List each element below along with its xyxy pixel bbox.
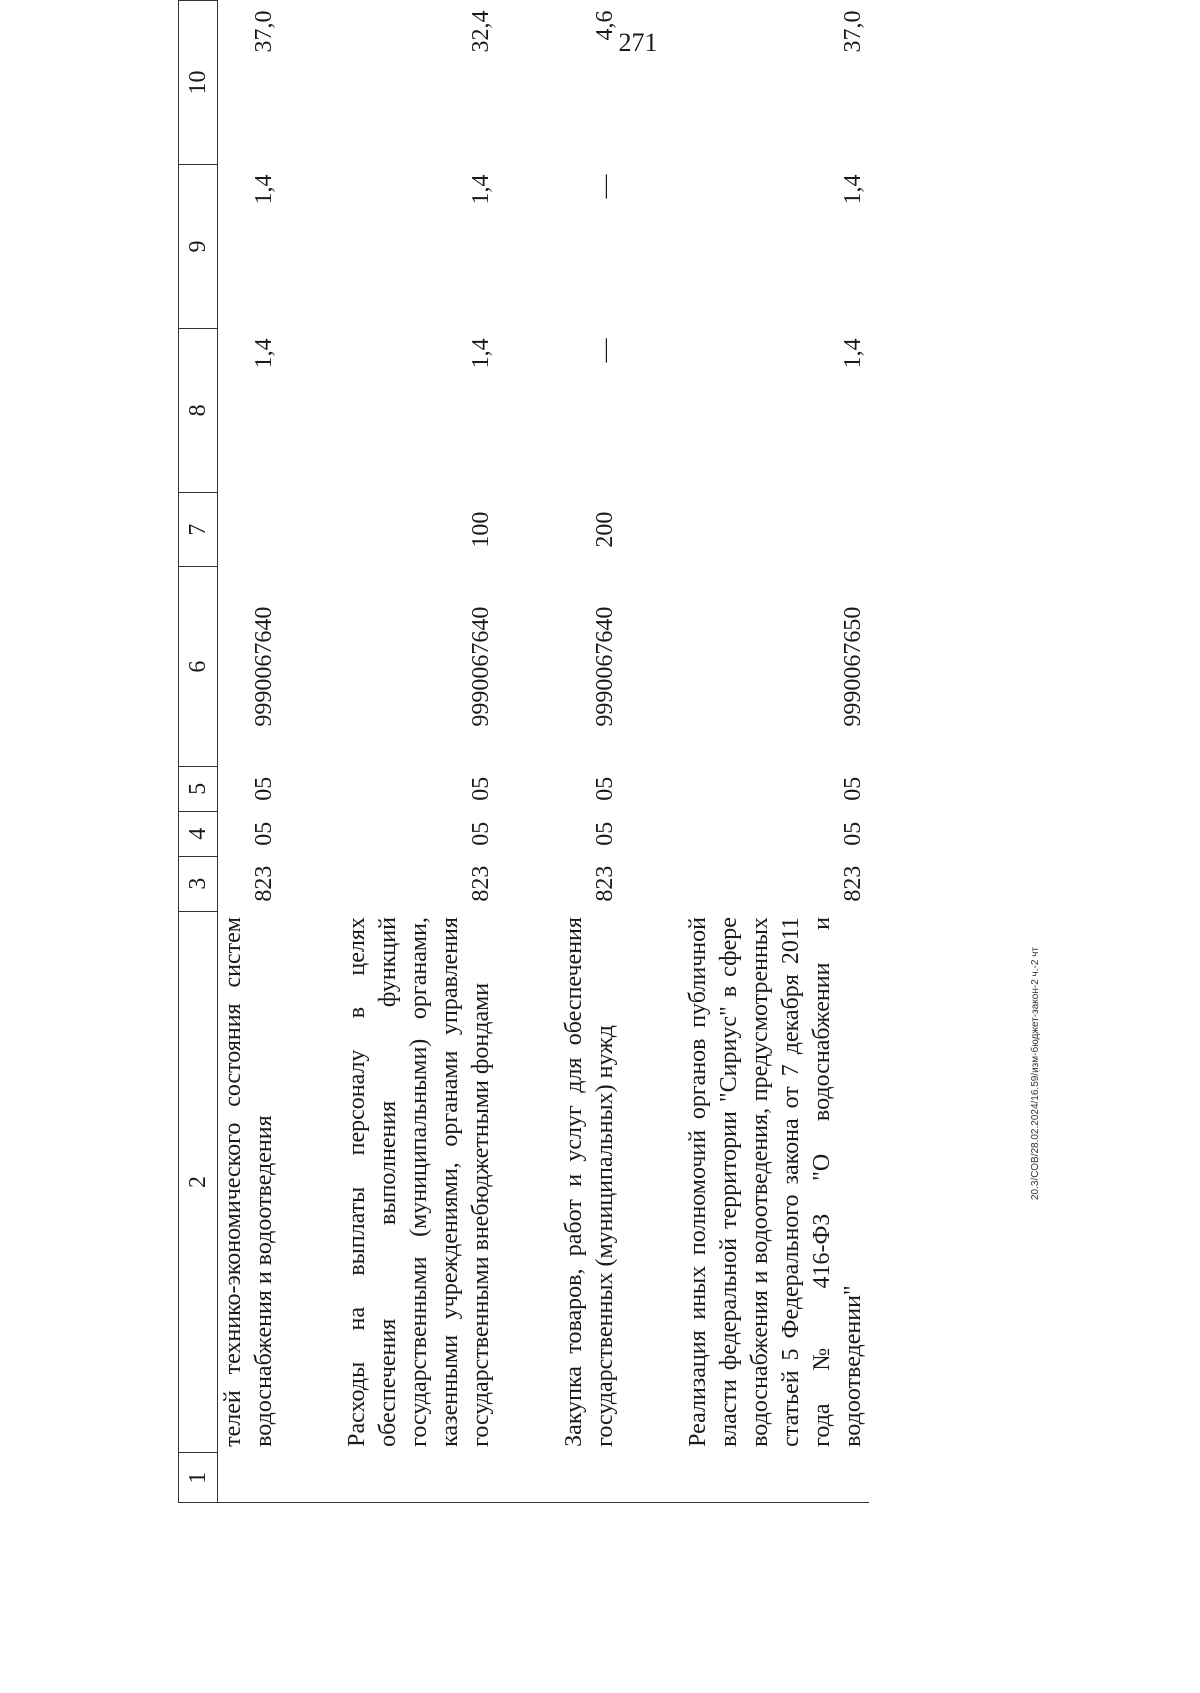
cell-c10: 37,0	[840, 10, 866, 53]
row-spacer	[280, 1, 342, 1503]
column-header: 5	[179, 766, 218, 811]
cell-c9: 1,4	[468, 174, 494, 205]
cell-c9: —	[592, 174, 618, 199]
row-number-cell	[559, 1453, 621, 1503]
column-header: 1	[179, 1453, 218, 1503]
page-number: 271	[618, 28, 658, 57]
column-header: 2	[179, 911, 218, 1453]
column-header: 8	[179, 328, 218, 492]
cell-c6: 9990067640	[468, 606, 494, 727]
document-footer-code: 20.3/СОВ/28.02.2024/16.59/изм-бюджет-закон-2 ч.-2 чт	[1030, 947, 1041, 1200]
column-header: 4	[179, 811, 218, 856]
cell-c5: 05	[251, 776, 277, 801]
cell-c7	[683, 492, 869, 567]
cell-c6: 9990067640	[251, 606, 277, 727]
cell-c6: 9990067640	[592, 606, 618, 727]
row-number-cell	[342, 1453, 497, 1503]
cell-c10: 4,6	[592, 10, 618, 41]
row-name: Закупка товаров, работ и услуг для обеспечения государственных (муниципальных) нужд	[561, 917, 618, 1447]
row-name: Расходы на выплаты персоналу в целях обеспечения выполнения функций государственными (муниципальными) органами, казенными учреждениями, органами управления государственными внебюджетными фондами	[344, 917, 494, 1447]
cell-c10: 37,0	[251, 10, 277, 53]
table-row	[559, 1, 621, 1503]
row-spacer	[497, 1, 559, 1503]
cell-c4: 05	[468, 821, 494, 846]
cell-c4: 05	[840, 821, 866, 846]
cell-c8: 1,4	[468, 338, 494, 369]
cell-c7: 200	[592, 511, 618, 548]
row-number-cell	[218, 1453, 281, 1503]
cell-c5: 05	[592, 776, 618, 801]
row-spacer	[621, 1, 683, 1503]
cell-c8: —	[592, 338, 618, 363]
row-number-cell	[683, 1453, 869, 1503]
cell-c10: 32,4	[468, 10, 494, 53]
cell-c8: 1,4	[840, 338, 866, 369]
cell-c3: 823	[592, 865, 618, 902]
column-header: 10	[179, 1, 218, 165]
table-row	[683, 1, 869, 1503]
column-header: 9	[179, 165, 218, 329]
cell-c4: 05	[592, 821, 618, 846]
cell-c9: 1,4	[251, 174, 277, 205]
budget-table	[178, 0, 869, 1503]
cell-c8: 1,4	[251, 338, 277, 369]
cell-c5: 05	[840, 776, 866, 801]
table-row	[218, 1, 281, 1503]
column-header: 7	[179, 492, 218, 567]
cell-c4: 05	[251, 821, 277, 846]
cell-c5: 05	[468, 776, 494, 801]
table-row	[342, 1, 497, 1503]
cell-c3: 823	[468, 865, 494, 902]
cell-c7: 100	[468, 511, 494, 548]
table-header-row	[179, 1, 218, 1503]
column-header: 3	[179, 856, 218, 911]
cell-c3: 823	[251, 865, 277, 902]
cell-c3: 823	[840, 865, 866, 902]
row-name: телей технико-экономического состояния систем водоснабжения и водоотведения	[220, 917, 277, 1447]
cell-c7	[218, 492, 281, 567]
cell-c9: 1,4	[840, 174, 866, 205]
cell-c6: 9990067650	[840, 606, 866, 727]
column-header: 6	[179, 567, 218, 766]
row-name: Реализация иных полномочий органов публичной власти федеральной территории "Сириус" в сфере водоснабжения и водоотведения, предусмотренных статьей 5 Федерального закона от 7 декабря 2011 года № 416-ФЗ "О водоснабжении и водоотведении"	[685, 917, 866, 1447]
